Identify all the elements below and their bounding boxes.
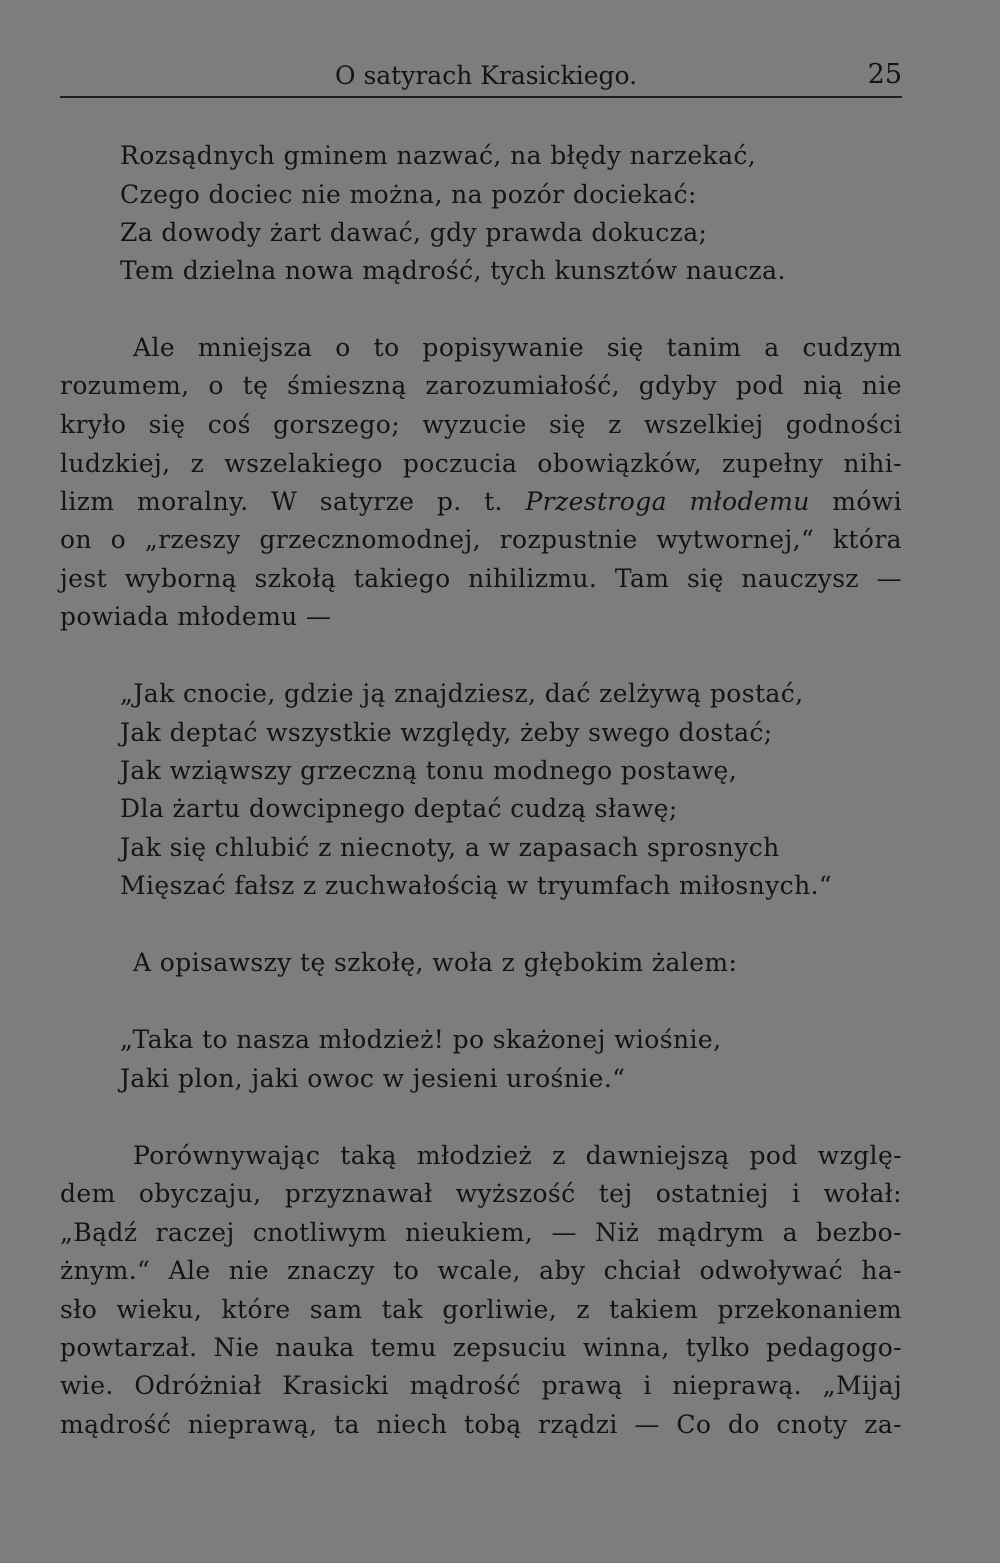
verse-line: Jak deptać wszystkie względy, żeby swego dostać; bbox=[120, 718, 773, 747]
paragraph-line: A opisawszy tę szkołę, woła z głębokim żalem: bbox=[133, 948, 738, 977]
satire-title: Przestroga młodemu bbox=[525, 487, 810, 516]
paragraph-line bbox=[60, 484, 902, 520]
text-run: lizm moralny. W satyrze p. t. bbox=[60, 487, 503, 516]
paragraph-line: jest wyborną szkołą takiego nihilizmu. Tam się nauczysz — bbox=[60, 564, 902, 593]
page-header bbox=[60, 58, 902, 100]
verse-line: Rozsądnych gminem nazwać, na błędy narzekać, bbox=[120, 141, 757, 170]
verse-line: Dla żartu dowcipnego deptać cudzą sławę; bbox=[120, 794, 678, 823]
paragraph-line: sło wieku, które sam tak gorliwie, z takiem przekonaniem bbox=[60, 1295, 902, 1324]
paragraph-line: Porównywając taką młodzież z dawniejszą pod wzglę- bbox=[133, 1141, 902, 1170]
paragraph-line: dem obyczaju, przyznawał wyższość tej ostatniej i wołał: bbox=[60, 1179, 902, 1208]
paragraph-line: żnym.“ Ale nie znaczy to wcale, aby chciał odwoływać ha- bbox=[60, 1256, 902, 1285]
paragraph-line: ludzkiej, z wszelakiego poczucia obowiązków, zupełny nihi- bbox=[60, 449, 902, 478]
page-number: 25 bbox=[867, 59, 902, 90]
paragraph-line: kryło się coś gorszego; wyzucie się z wszelkiej godności bbox=[60, 410, 902, 439]
paragraph-line: powiada młodemu — bbox=[60, 602, 332, 631]
paragraph-line: „Bądź raczej cnotliwym nieukiem, — Niż mądrym a bezbo- bbox=[60, 1218, 902, 1247]
running-title: O satyrach Krasickiego. bbox=[335, 61, 638, 90]
verse-line: Jak się chlubić z niecnoty, a w zapasach sprosnych bbox=[120, 833, 780, 862]
paragraph-line: on o „rzeszy grzecznomodnej, rozpustnie wytwornej,“ która bbox=[60, 525, 902, 554]
verse-line: Czego dociec nie można, na pozór dociekać: bbox=[120, 180, 697, 209]
verse-line: „Jak cnocie, gdzie ją znajdziesz, dać zelżywą postać, bbox=[120, 679, 804, 708]
text-run: mówi bbox=[832, 487, 902, 516]
paragraph-line: mądrość nieprawą, ta niech tobą rządzi — Co do cnoty za- bbox=[60, 1410, 902, 1439]
verse-line: Za dowody żart dawać, gdy prawda dokucza; bbox=[120, 218, 708, 247]
verse-line: Jaki plon, jaki owoc w jesieni urośnie.“ bbox=[120, 1064, 626, 1093]
verse-line: Jak wziąwszy grzeczną tonu modnego postawę, bbox=[120, 756, 738, 785]
verse-line: Mięszać fałsz z zuchwałością w tryumfach miłosnych.“ bbox=[120, 871, 833, 900]
header-rule bbox=[60, 96, 902, 98]
paragraph-line: wie. Odróżniał Krasicki mądrość prawą i nieprawą. „Mijaj bbox=[60, 1371, 902, 1400]
paragraph-line: powtarzał. Nie nauka temu zepsuciu winna, tylko pedagogo- bbox=[60, 1333, 902, 1362]
verse-line: Tem dzielna nowa mądrość, tych kunsztów naucza. bbox=[120, 256, 786, 285]
verse-line: „Taka to nasza młodzież! po skażonej wiośnie, bbox=[120, 1025, 722, 1054]
paragraph-line: Ale mniejsza o to popisywanie się tanim a cudzym bbox=[133, 333, 902, 362]
paragraph-line: rozumem, o tę śmieszną zarozumiałość, gdyby pod nią nie bbox=[60, 371, 902, 400]
